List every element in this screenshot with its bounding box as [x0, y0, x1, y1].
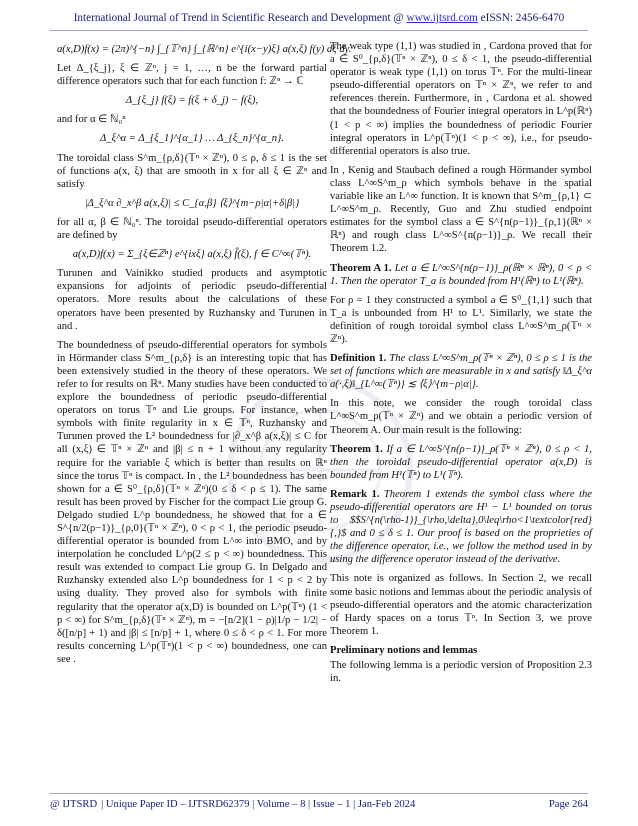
- footer-paper-info: | Unique Paper ID – IJTSRD62379 | Volume – 8 | Issue – 1 | Jan-Feb 2024: [101, 799, 416, 810]
- remark-heading: Remark 1.: [330, 488, 380, 500]
- journal-url-link[interactable]: www.ijtsrd.com: [406, 12, 478, 24]
- journal-header: [0, 12, 638, 24]
- paragraph-lemma-intro: The following lemma is a periodic version of Proposition 2.3 in.: [330, 660, 592, 685]
- remark-1: [330, 488, 592, 567]
- paragraph-rough-class: In , Kenig and Staubach defined a rough Hörmander symbol class L^∞S^m_ρ which symbols behave in the spatial variable like an L^∞ function. It is known that S^m_{ρ,1} ⊂ L^∞S^m_ρ. Recently, Guo and Zhu studied endpoint estimates for the symbol class a ∈ S^{n(ρ−1)}_{ρ,1}(ℝⁿ × ℝⁿ) and rough class L^∞S^{n(ρ−1)}_ρ. We recall their Theorem 1.2.: [330, 164, 592, 255]
- paragraph-rho-one: For ρ = 1 they constructed a symbol a ∈ S⁰_{1,1} such that T_a is unbounded from H¹ to L¹. Similarly, we state the definition of rough toroidal symbol class L^∞S^m_ρ(𝕋ⁿ × ℤⁿ).: [330, 294, 592, 345]
- theorem-1: [330, 443, 592, 482]
- header-rule: [50, 30, 588, 31]
- equation-symbol-estimate: |Δ_ξ^α ∂_x^β a(x,ξ)| ≤ C_{α,β} ⟨ξ⟩^{m−ρ|α|+δ|β|}: [84, 197, 300, 209]
- definition-heading: Definition 1.: [330, 353, 387, 365]
- definition-1: [330, 352, 592, 391]
- header-prefix: International Journal of Trend in Scientific Research and Development @: [73, 12, 407, 24]
- left-column: [57, 40, 352, 672]
- page-footer: [50, 799, 588, 810]
- theorem-a-heading: Theorem A 1.: [330, 262, 392, 274]
- paragraph-boundedness: The boundedness of pseudo-differential operators for symbols in Hörmander class S^m_{ρ,δ} is an interesting topic that has been extensively studied in the theory of these operators. We refer to for results on ℝⁿ. Many studies have been conducted to explore the boundedness of periodic pseudo-differential operators on torus 𝕋ⁿ and Lie groups. For instance, when symbols with finite regularity in x ∈ 𝕋ⁿ, Ruzhansky and Turunen proved the L² boundedness for |∂_x^β a(x,ξ)| ≤ C for all (x,ξ) ∈ 𝕋ⁿ × ℤⁿ and |β| ≤ n + 1 without any regularity require for the variable ξ which is better than results on ℝⁿ since the torus 𝕋ⁿ is compact. In , the L² boundedness has been shown for a ∈ S⁰_{ρ,δ}(𝕋ⁿ × ℤⁿ)(0 ≤ δ < ρ ≤ 1). The same result has been proved by Fischer for the compact Lie group G. Delgado studied L^p boundedness, he showed that for a ∈ S^{n/2(ρ−1)}_{ρ,0}(𝕋ⁿ × ℤⁿ), 0 < ρ < 1, the periodic pseudo-differential operator is bounded from L^∞ into BMO, and by interpolation he concluded L^p(2 ≤ p < ∞) boundedness. This result was extended to compact Lie group G. In Delgado and Ruzhansky extended also L^p boundedness for 1 < p < 2 by using duality. They proved also for symbols with finite regularity that the operator a(x,D) is bounded on L^p(𝕋ⁿ) (1 < p < ∞) for S^m_{ρ,δ}(𝕋ⁿ × ℤⁿ), m = −[n/2](1 − ρ)|1/p − 1/2| − δ([n/p] + 1) and |β| ≤ [n/p] + 1, where 0 ≤ δ < ρ < 1. For more results concerning L^p(𝕋ⁿ)(1 < p < ∞) boundedness, one can see .: [57, 339, 327, 665]
- header-suffix: eISSN: 2456-6470: [477, 12, 565, 24]
- paragraph-toroidal-class: The toroidal class S^m_{ρ,δ}(𝕋ⁿ × ℤⁿ), 0 ≤ ρ, δ ≤ 1 is the set of functions a(x, ξ) that are smooth in x for all ξ ∈ ℤⁿ and satisfy: [57, 152, 327, 190]
- paragraph-multi-index: and for α ∈ ℕ₀ⁿ: [57, 114, 126, 126]
- theorem-1-body: If a ∈ L^∞S^{n(ρ−1)}_ρ(𝕋ⁿ × ℤⁿ), 0 ≤ ρ < 1, then the toroidal pseudo-differential operator a(x,D) is bounded from H¹(𝕋ⁿ) to L¹(𝕋ⁿ).: [330, 443, 593, 481]
- footer-rule: [50, 793, 588, 794]
- definition-body: The class L^∞S^m_ρ(𝕋ⁿ × ℤⁿ), 0 ≤ ρ ≤ 1 is the set of functions which are measurable in x and satisfy ‖Δ_ξ^α a(·,ξ)‖_{L^∞(𝕋ⁿ)} ≲ ⟨ξ⟩^{m−ρ|α|}.: [330, 353, 592, 391]
- paragraph-main-result-intro: In this note, we consider the rough toroidal class L^∞S^m_ρ(𝕋ⁿ × ℤⁿ) and we obtain a periodic version of Theorem A. Our main result is the following:: [330, 398, 592, 436]
- paragraph-toroidal-operators: for all α, β ∈ ℕ₀ⁿ. The toroidal pseudo-differential operators are defined by: [57, 216, 327, 242]
- remark-body: Theorem 1 extends the symbol class where the pseudo-differential operators are H¹ − L¹ bounded on torus to $$S^{n(\rho-1)}_{\rho,\delta},0\leq\rho<1\textcolor{red}{,}$ and 0 ≤ δ ≤ 1. Our proof is based on the proprieties of the difference operator, i.e., we follow the method used in by using the difference operator instead of the derivative.: [330, 488, 592, 566]
- paragraph-turunen-vainikko: Turunen and Vainikko studied products and asymptotic expansions for adjoints of periodic pseudo-differential operators. More results about the calculations of these operators have been presented by Ruzhansky and Turunen in and .: [57, 268, 327, 332]
- paragraph-difference-operators: Let Δ_{ξ_j}, ξ ∈ ℤⁿ, j = 1, …, n be the forward partial difference operators such that for each function f: ℤⁿ → ℂ: [57, 63, 327, 88]
- theorem-a-body: Let a ∈ L^∞S^{n(ρ−1)}_ρ(ℝⁿ × ℝⁿ), 0 < ρ < 1. Then the operator T_a is bounded from H¹(ℝⁿ) to L¹(ℝⁿ).: [330, 262, 592, 287]
- equation-toroidal-pdo: a(x,D)f(x) = Σ_{ξ∈ℤⁿ} e^{ixξ} a(x,ξ) f̂(ξ), f ∈ C^∞(𝕋ⁿ).: [72, 249, 312, 261]
- equation-difference-multiindex: Δ_ξ^α = Δ_{ξ_1}^{α_1} … Δ_{ξ_n}^{α_n}.: [100, 133, 284, 145]
- section-title-preliminaries: Preliminary notions and lemmas: [330, 644, 478, 656]
- theorem-a-1: [330, 262, 592, 288]
- equation-forward-difference: Δ_{ξ_j} f(ξ) = f(ξ + δ_j) − f(ξ),: [125, 95, 259, 107]
- paragraph-organization: This note is organized as follows. In Section 2, we recall some basic notions and lemmas about the periodic analysis of pseudo-differential operators and the atomic characterization of Hardy spaces on a torus 𝕋ⁿ. In Section 3, we prove Theorem 1.: [330, 573, 592, 637]
- paragraph-weak-type: The weak type (1,1) was studied in , Cardona proved that for a ∈ S⁰_{ρ,δ}(𝕋ⁿ × ℤⁿ), 0 ≤ δ < 1, the pseudo-differential operator is weak type (1,1) on torus 𝕋ⁿ. For the multi-linear pseudo-differential operators on 𝕋ⁿ × ℤⁿ, we refer to and references therein. Furthermore, in , Cardona et al. showed that the boundedness of Fourier integral operators in L^p(ℝⁿ)(1 < p < ∞) implies the boundedness of periodic Fourier integral operators in L^p(𝕋ⁿ)(1 < p < ∞), i.e., for pseudo-differential operators is also true.: [330, 41, 592, 157]
- theorem-1-heading: Theorem 1.: [330, 443, 383, 455]
- footer-page-number: Page 264: [548, 799, 588, 810]
- right-column: [330, 40, 592, 691]
- equation-pdo-integral: a(x,D)f(x) = (2π)^{−n} ∫_{𝕋^n} ∫_{ℝ^n} e^{i(x−y)ξ} a(x,ξ) f(y) dξ dy.: [57, 44, 352, 55]
- footer-journal: @ IJTSRD: [50, 799, 98, 810]
